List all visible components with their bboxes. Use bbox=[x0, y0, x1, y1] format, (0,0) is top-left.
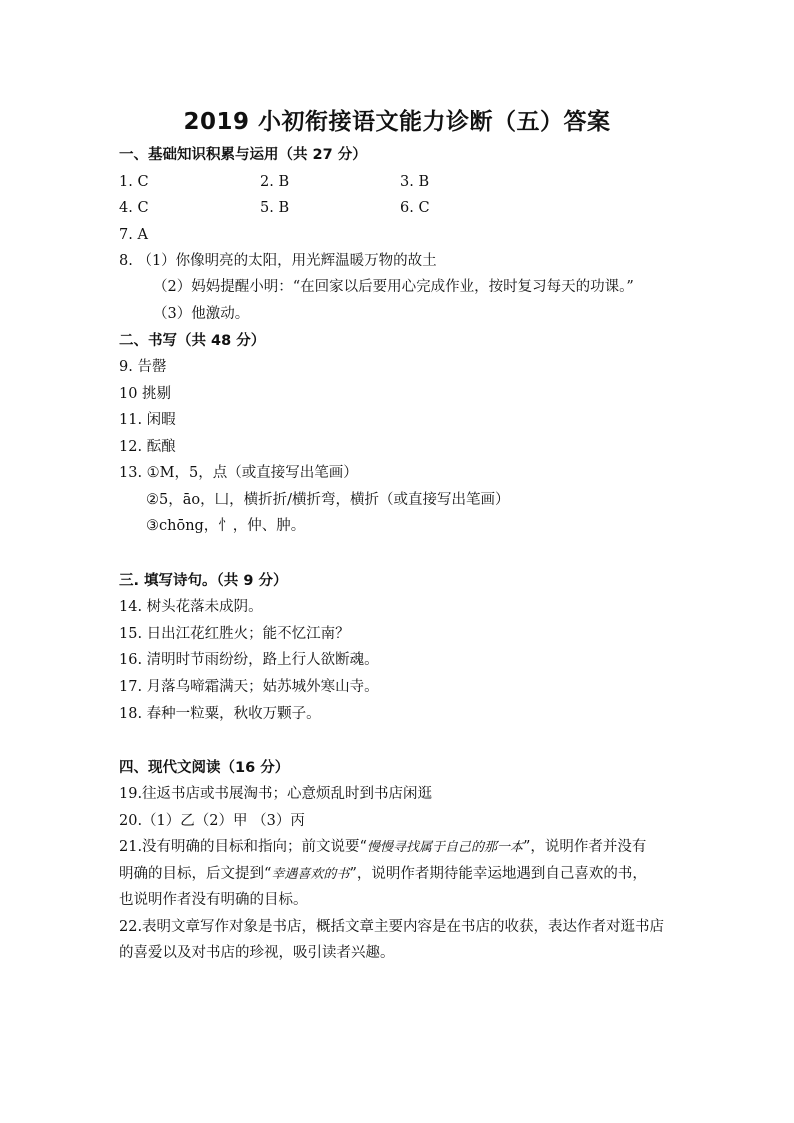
answer-item: 7. A bbox=[119, 227, 148, 243]
answer-item: 12. 酝酿 bbox=[119, 439, 176, 455]
answer-item: ②5，āo，凵，横折折/横折弯，横折（或直接写出笔画） bbox=[146, 492, 510, 508]
answer-item: 6. C bbox=[400, 200, 430, 216]
quoted-text: 慢慢寻找属于自己的那一本 bbox=[366, 840, 523, 855]
text-fragment: 21.没有明确的目标和指向；前文说要“ bbox=[119, 839, 367, 855]
answer-item: 3. B bbox=[400, 174, 430, 190]
answer-item: （2）妈妈提醒小明：“在回家以后要用心完成作业，按时复习每天的功课。” bbox=[153, 279, 634, 295]
text-fragment: ”，说明作者期待能幸运地遇到自己喜欢的书， bbox=[349, 866, 647, 882]
section-heading-2: 二、书写（共 48 分） bbox=[119, 333, 266, 349]
section-heading-4: 四、现代文阅读（16 分） bbox=[119, 760, 290, 776]
answer-item bbox=[119, 837, 646, 857]
answer-item: 18. 春种一粒粟，秋收万颗子。 bbox=[119, 706, 321, 722]
answer-item: 1. C bbox=[119, 174, 149, 190]
answer-item: 14. 树头花落未成阴。 bbox=[119, 599, 263, 615]
answer-item: ③chōng，忄，仲、肿。 bbox=[146, 518, 306, 534]
answer-item: 4. C bbox=[119, 200, 149, 216]
answer-item: 的喜爱以及对书店的珍视，吸引读者兴趣。 bbox=[119, 945, 395, 961]
page-title: 2019 小初衔接语文能力诊断（五）答案 bbox=[183, 109, 611, 135]
answer-item: 2. B bbox=[260, 174, 290, 190]
answer-item: 8. （1）你像明亮的太阳，用光辉温暖万物的故土 bbox=[119, 253, 437, 269]
answer-item bbox=[119, 864, 647, 884]
answer-item: 20.（1）乙（2）甲 （3）丙 bbox=[119, 813, 305, 829]
answer-item: 15. 日出江花红胜火；能不忆江南？ bbox=[119, 626, 350, 642]
answer-item: 19.往返书店或书展淘书；心意烦乱时到书店闲逛 bbox=[119, 786, 433, 802]
section-heading-1: 一、基础知识积累与运用（共 27 分） bbox=[119, 147, 367, 163]
answer-item: 也说明作者没有明确的目标。 bbox=[119, 892, 308, 908]
answer-item: 5. B bbox=[260, 200, 290, 216]
answer-item: 11. 闲暇 bbox=[119, 412, 176, 428]
answer-item: 9. 告罄 bbox=[119, 359, 167, 375]
answer-item: 17. 月落乌啼霜满天；姑苏城外寒山寺。 bbox=[119, 679, 379, 695]
quoted-text: 幸遇喜欢的书 bbox=[271, 867, 350, 882]
answer-item: 10 挑剔 bbox=[119, 386, 172, 402]
answer-item: 16. 清明时节雨纷纷，路上行人欲断魂。 bbox=[119, 652, 379, 668]
text-fragment: ”，说明作者并没有 bbox=[523, 839, 647, 855]
answer-item: 13. ①M，5，点（或直接写出笔画） bbox=[119, 465, 358, 481]
section-heading-3: 三. 填写诗句。（共 9 分） bbox=[119, 573, 288, 589]
answer-item: 22.表明文章写作对象是书店，概括文章主要内容是在书店的收获，表达作者对逛书店 bbox=[119, 919, 665, 935]
text-fragment: 明确的目标，后文提到“ bbox=[119, 866, 272, 882]
answer-item: （3）他激动。 bbox=[153, 306, 250, 322]
